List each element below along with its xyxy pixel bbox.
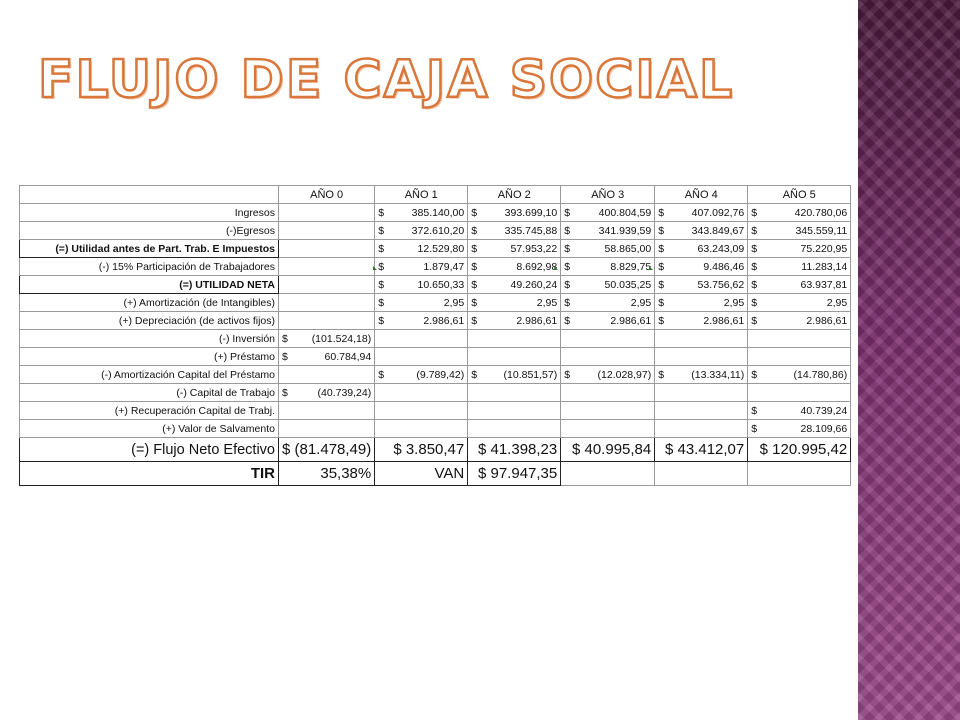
row-label: (=) UTILIDAD NETA xyxy=(20,276,279,294)
table-row xyxy=(20,420,851,438)
cell-comment-marker xyxy=(554,266,558,270)
cell-value: 2.986,61 xyxy=(516,314,558,327)
table-cell xyxy=(748,384,851,402)
table-header-row xyxy=(20,186,851,204)
currency-symbol: $ xyxy=(751,404,758,417)
money-value xyxy=(658,207,744,219)
van-value: $ 97.947,35 xyxy=(468,462,561,486)
money-value xyxy=(282,333,371,345)
money-value xyxy=(471,369,557,381)
cell-value: 393.699,10 xyxy=(504,206,558,219)
currency-symbol: $ xyxy=(564,314,571,327)
table-cell xyxy=(748,402,851,420)
money-value xyxy=(751,261,847,273)
table-cell xyxy=(468,366,561,384)
currency-symbol: $ xyxy=(658,260,665,273)
empty-cell xyxy=(561,462,655,486)
cell-value: 2.986,61 xyxy=(423,314,465,327)
cell-value: 345.559,11 xyxy=(795,224,848,237)
currency-symbol: $ xyxy=(564,224,571,237)
table-cell xyxy=(468,258,561,276)
net-cash-flow-row xyxy=(20,438,851,462)
slide-title: FLUJO DE CAJA SOCIAL xyxy=(38,50,735,110)
currency-symbol: $ xyxy=(564,260,571,273)
table-cell xyxy=(279,258,375,276)
table-cell xyxy=(468,222,561,240)
table-cell xyxy=(468,384,561,402)
column-header: AÑO 2 xyxy=(468,186,561,204)
currency-symbol: $ xyxy=(471,242,478,255)
money-value xyxy=(378,297,464,309)
row-label: (+) Recuperación Capital de Trabj. xyxy=(20,402,279,420)
currency-symbol: $ xyxy=(658,224,665,237)
money-value xyxy=(471,297,557,309)
money-value xyxy=(378,315,464,327)
money-value xyxy=(658,243,744,255)
net-cash-flow-value: $ 43.412,07 xyxy=(655,438,748,462)
table-cell xyxy=(561,402,655,420)
net-cash-flow-value: $ (81.478,49) xyxy=(279,438,375,462)
empty-cell xyxy=(748,462,851,486)
cell-value: 2.986,61 xyxy=(806,314,848,327)
currency-symbol: $ xyxy=(564,242,571,255)
table-cell xyxy=(655,384,748,402)
table-cell xyxy=(561,276,655,294)
table-cell xyxy=(375,330,468,348)
table-cell xyxy=(279,402,375,420)
currency-symbol: $ xyxy=(471,296,478,309)
table-cell xyxy=(279,276,375,294)
cell-value: 10.650,33 xyxy=(417,278,465,291)
table-cell xyxy=(279,348,375,366)
table-cell xyxy=(748,276,851,294)
cell-value: (40.739,24) xyxy=(317,386,372,399)
money-value xyxy=(751,207,847,219)
table-cell xyxy=(279,312,375,330)
table-cell xyxy=(748,366,851,384)
cell-value: 2,95 xyxy=(826,296,848,309)
table-cell xyxy=(375,366,468,384)
table-cell xyxy=(279,204,375,222)
currency-symbol: $ xyxy=(378,296,385,309)
cell-value: (9.789,42) xyxy=(416,368,465,381)
row-label: (-)Egresos xyxy=(20,222,279,240)
money-value xyxy=(282,351,371,363)
cell-value: 343.849,67 xyxy=(691,224,745,237)
cell-value: 8.829,75 xyxy=(610,260,652,273)
net-cash-flow-value: $ 3.850,47 xyxy=(375,438,468,462)
currency-symbol: $ xyxy=(564,278,571,291)
currency-symbol: $ xyxy=(282,332,288,345)
table-cell xyxy=(655,258,748,276)
cell-value: 2.986,61 xyxy=(703,314,745,327)
table-cell xyxy=(279,366,375,384)
currency-symbol: $ xyxy=(282,350,288,363)
currency-symbol: $ xyxy=(471,224,478,237)
currency-symbol: $ xyxy=(751,206,758,219)
table-cell xyxy=(375,402,468,420)
cell-value: (10.851,57) xyxy=(503,368,558,381)
row-label: (-) Amortización Capital del Préstamo xyxy=(20,366,279,384)
table-row xyxy=(20,204,851,222)
money-value xyxy=(658,225,744,237)
table-cell xyxy=(748,240,851,258)
money-value xyxy=(658,261,744,273)
table-cell xyxy=(561,384,655,402)
row-label: (+) Préstamo xyxy=(20,348,279,366)
money-value xyxy=(564,225,651,237)
table-cell xyxy=(375,384,468,402)
net-cash-flow-value: $ 41.398,23 xyxy=(468,438,561,462)
currency-symbol: $ xyxy=(751,242,758,255)
cell-value: 1.879,47 xyxy=(423,260,465,273)
currency-symbol: $ xyxy=(751,278,758,291)
currency-symbol: $ xyxy=(378,242,385,255)
table-cell xyxy=(561,330,655,348)
currency-symbol: $ xyxy=(378,368,385,381)
empty-cell xyxy=(655,462,748,486)
table-cell xyxy=(561,312,655,330)
net-cash-flow-value: $ 40.995,84 xyxy=(561,438,655,462)
cell-value: 40.739,24 xyxy=(800,404,848,417)
money-value xyxy=(751,315,847,327)
currency-symbol: $ xyxy=(378,206,385,219)
summary-row xyxy=(20,462,851,486)
currency-symbol: $ xyxy=(751,224,758,237)
table-cell xyxy=(561,294,655,312)
cell-value: 63.243,09 xyxy=(697,242,745,255)
currency-symbol: $ xyxy=(751,422,758,435)
money-value xyxy=(658,279,744,291)
table-cell xyxy=(375,276,468,294)
money-value xyxy=(378,225,464,237)
column-header: AÑO 4 xyxy=(655,186,748,204)
table-cell xyxy=(375,348,468,366)
table-row xyxy=(20,330,851,348)
currency-symbol: $ xyxy=(751,314,758,327)
table-cell xyxy=(561,348,655,366)
currency-symbol: $ xyxy=(471,314,478,327)
table-cell xyxy=(655,240,748,258)
table-cell xyxy=(655,348,748,366)
money-value xyxy=(751,243,847,255)
table-cell xyxy=(468,348,561,366)
cell-value: (101.524,18) xyxy=(311,332,372,345)
cell-value: (12.028,97) xyxy=(597,368,652,381)
currency-symbol: $ xyxy=(658,242,665,255)
money-value xyxy=(658,369,744,381)
row-label: (+) Amortización (de Intangibles) xyxy=(20,294,279,312)
table-cell xyxy=(655,276,748,294)
table-cell xyxy=(375,420,468,438)
cash-flow-table xyxy=(19,185,851,486)
cell-value: 57.953,22 xyxy=(510,242,558,255)
row-label: (-) 15% Participación de Trabajadores xyxy=(20,258,279,276)
currency-symbol: $ xyxy=(471,368,478,381)
cell-value: (14.780,86) xyxy=(793,368,848,381)
table-cell xyxy=(468,276,561,294)
currency-symbol: $ xyxy=(471,260,478,273)
money-value xyxy=(751,405,847,417)
cell-value: 2,95 xyxy=(723,296,745,309)
cell-value: 372.610,20 xyxy=(411,224,465,237)
currency-symbol: $ xyxy=(658,314,665,327)
money-value xyxy=(378,243,464,255)
cell-value: 60.784,94 xyxy=(324,350,372,363)
table-cell xyxy=(748,258,851,276)
table-cell xyxy=(375,222,468,240)
tir-label: TIR xyxy=(20,462,279,486)
table-cell xyxy=(468,402,561,420)
table-cell xyxy=(561,204,655,222)
money-value xyxy=(564,261,651,273)
table-cell xyxy=(655,312,748,330)
decorative-side-band xyxy=(858,0,960,720)
currency-symbol: $ xyxy=(658,206,665,219)
cell-value: 58.865,00 xyxy=(604,242,652,255)
money-value xyxy=(564,369,651,381)
table-cell xyxy=(748,420,851,438)
currency-symbol: $ xyxy=(658,278,665,291)
money-value xyxy=(378,207,464,219)
money-value xyxy=(471,279,557,291)
cell-comment-marker xyxy=(649,266,653,270)
cell-value: 75.220,95 xyxy=(800,242,848,255)
table-row xyxy=(20,384,851,402)
money-value xyxy=(471,243,557,255)
table-cell xyxy=(561,222,655,240)
table-cell xyxy=(748,204,851,222)
cell-value: 2,95 xyxy=(536,296,558,309)
van-label: VAN xyxy=(375,462,468,486)
currency-symbol: $ xyxy=(282,386,288,399)
money-value xyxy=(564,279,651,291)
cell-value: 63.937,81 xyxy=(800,278,848,291)
cell-value: 341.939,59 xyxy=(598,224,652,237)
table-row xyxy=(20,348,851,366)
row-label: (+) Valor de Salvamento xyxy=(20,420,279,438)
table-cell xyxy=(468,240,561,258)
table-cell xyxy=(279,420,375,438)
money-value xyxy=(751,225,847,237)
money-value xyxy=(564,315,651,327)
row-label: (+) Depreciación (de activos fijos) xyxy=(20,312,279,330)
table-cell xyxy=(279,222,375,240)
row-label: (=) Utilidad antes de Part. Trab. E Impuestos xyxy=(20,240,279,258)
table-cell xyxy=(468,330,561,348)
row-label: (-) Capital de Trabajo xyxy=(20,384,279,402)
currency-symbol: $ xyxy=(751,260,758,273)
cell-value: 335.745,88 xyxy=(504,224,558,237)
money-value xyxy=(282,387,371,399)
currency-symbol: $ xyxy=(378,278,385,291)
table-cell xyxy=(561,420,655,438)
cell-value: (13.334,11) xyxy=(691,368,745,381)
table-cell xyxy=(375,204,468,222)
cell-value: 385.140,00 xyxy=(411,206,465,219)
cell-comment-marker xyxy=(373,266,377,270)
money-value xyxy=(751,369,847,381)
cell-value: 420.780,06 xyxy=(794,206,848,219)
currency-symbol: $ xyxy=(564,368,571,381)
cell-value: 407.092,76 xyxy=(691,206,745,219)
money-value xyxy=(471,261,557,273)
column-header: AÑO 3 xyxy=(561,186,655,204)
currency-symbol: $ xyxy=(471,278,478,291)
net-cash-flow-value: $ 120.995,42 xyxy=(748,438,851,462)
table-row xyxy=(20,222,851,240)
table-cell xyxy=(375,294,468,312)
table-row xyxy=(20,240,851,258)
currency-symbol: $ xyxy=(658,296,665,309)
table-cell xyxy=(748,222,851,240)
table-cell xyxy=(655,222,748,240)
column-header: AÑO 0 xyxy=(279,186,375,204)
money-value xyxy=(471,207,557,219)
cell-value: 50.035,25 xyxy=(604,278,652,291)
table-cell xyxy=(468,420,561,438)
table-cell xyxy=(279,330,375,348)
table-cell xyxy=(655,402,748,420)
money-value xyxy=(751,297,847,309)
row-label: (-) Inversión xyxy=(20,330,279,348)
cell-value: 49.260,24 xyxy=(510,278,558,291)
cell-value: 2,95 xyxy=(630,296,652,309)
table-cell xyxy=(279,240,375,258)
table-cell xyxy=(655,294,748,312)
table-cell xyxy=(655,330,748,348)
table-row xyxy=(20,294,851,312)
column-header: AÑO 1 xyxy=(375,186,468,204)
table-cell xyxy=(468,204,561,222)
cell-value: 8.692,98 xyxy=(516,260,558,273)
table-cell xyxy=(561,258,655,276)
table-cell xyxy=(375,258,468,276)
money-value xyxy=(378,261,464,273)
money-value xyxy=(751,423,847,435)
cell-value: 2,95 xyxy=(443,296,465,309)
table-cell xyxy=(655,366,748,384)
header-blank-cell xyxy=(20,186,279,204)
cell-value: 53.756,62 xyxy=(697,278,745,291)
table-cell xyxy=(655,204,748,222)
currency-symbol: $ xyxy=(658,368,665,381)
currency-symbol: $ xyxy=(378,224,385,237)
table-cell xyxy=(748,294,851,312)
table-row xyxy=(20,258,851,276)
table-cell xyxy=(561,366,655,384)
table-cell xyxy=(468,312,561,330)
money-value xyxy=(378,369,464,381)
currency-symbol: $ xyxy=(378,260,385,273)
cell-value: 400.804,59 xyxy=(598,206,652,219)
table-cell xyxy=(279,384,375,402)
net-cash-flow-label: (=) Flujo Neto Efectivo xyxy=(20,438,279,462)
column-header: AÑO 5 xyxy=(748,186,851,204)
row-label: Ingresos xyxy=(20,204,279,222)
money-value xyxy=(564,243,651,255)
table-row xyxy=(20,366,851,384)
table-cell xyxy=(375,240,468,258)
cell-value: 2.986,61 xyxy=(610,314,652,327)
currency-symbol: $ xyxy=(751,368,758,381)
cell-value: 28.109,66 xyxy=(800,422,848,435)
table-row xyxy=(20,402,851,420)
table-cell xyxy=(279,294,375,312)
currency-symbol: $ xyxy=(471,206,478,219)
table-cell xyxy=(468,294,561,312)
money-value xyxy=(751,279,847,291)
money-value xyxy=(564,297,651,309)
money-value xyxy=(471,315,557,327)
table-cell xyxy=(655,420,748,438)
money-value xyxy=(658,297,744,309)
cell-value: 11.283,14 xyxy=(801,260,848,273)
currency-symbol: $ xyxy=(564,206,571,219)
cell-value: 12.529,80 xyxy=(417,242,465,255)
money-value xyxy=(471,225,557,237)
currency-symbol: $ xyxy=(378,314,385,327)
table-cell xyxy=(748,348,851,366)
table-cell xyxy=(375,312,468,330)
table-cell xyxy=(748,312,851,330)
table-cell xyxy=(748,330,851,348)
tir-value: 35,38% xyxy=(279,462,375,486)
table-row xyxy=(20,312,851,330)
cell-value: 9.486,46 xyxy=(703,260,745,273)
table-cell xyxy=(561,240,655,258)
money-value xyxy=(564,207,651,219)
money-value xyxy=(658,315,744,327)
money-value xyxy=(378,279,464,291)
currency-symbol: $ xyxy=(751,296,758,309)
currency-symbol: $ xyxy=(564,296,571,309)
table-row xyxy=(20,276,851,294)
